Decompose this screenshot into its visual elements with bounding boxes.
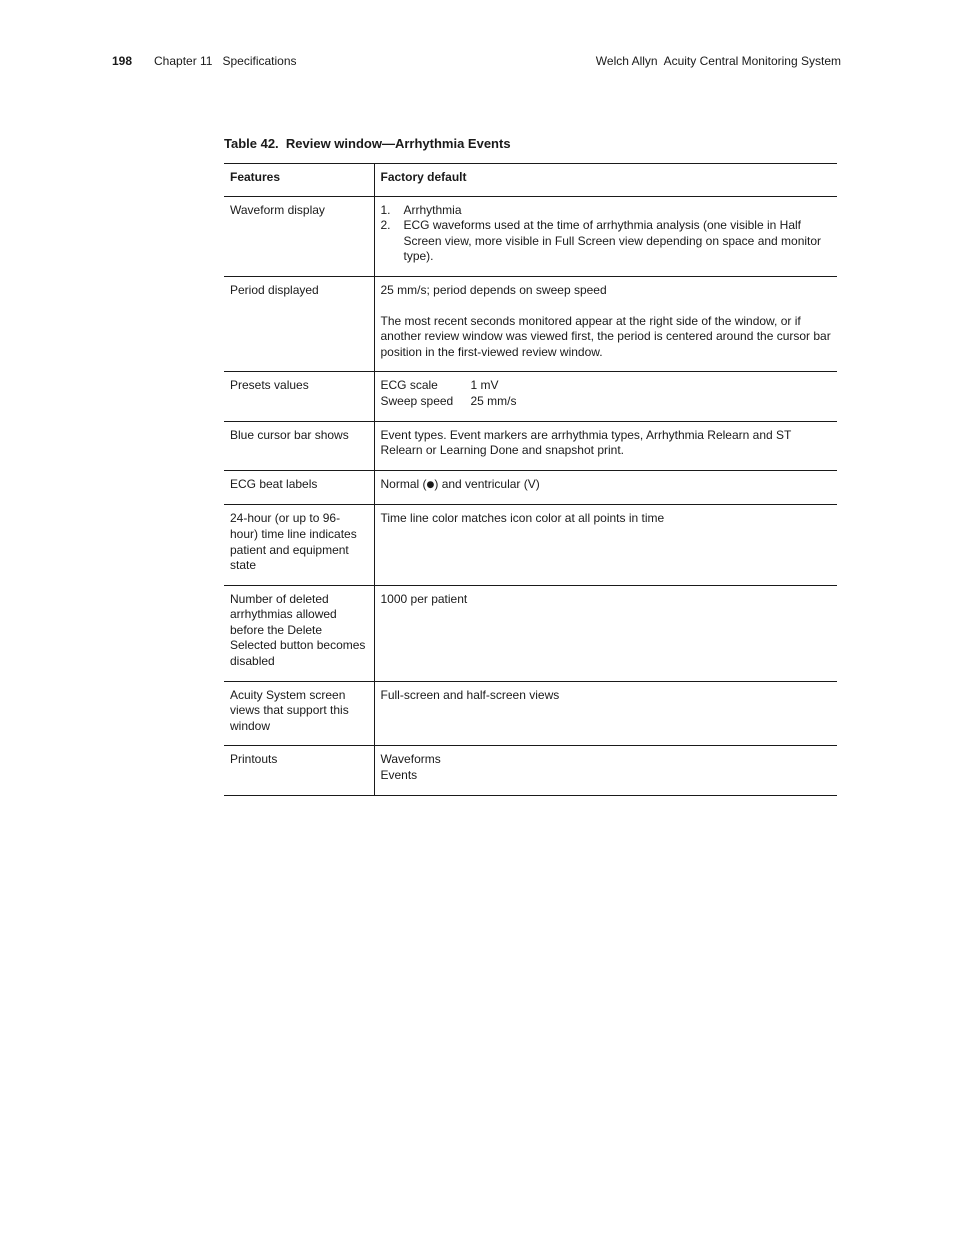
book-title: Welch Allyn Acuity Central Monitoring System — [595, 54, 841, 68]
table-row — [224, 681, 837, 746]
table-row — [224, 585, 837, 681]
table-row — [224, 276, 837, 371]
beat-label-text: ) and ventricular ( — [434, 476, 528, 491]
list-text: Arrhythmia — [403, 202, 462, 217]
feature-cell: Acuity System screen views that support this window — [224, 681, 374, 746]
preset-label: ECG scale — [380, 378, 438, 393]
printout-item: Events — [380, 768, 418, 783]
chapter-title: Chapter 11 Specifications — [154, 54, 297, 68]
default-cell — [374, 746, 837, 795]
table-row — [224, 470, 837, 505]
preset-row — [381, 394, 832, 410]
table-row — [224, 746, 837, 795]
default-cell — [374, 196, 837, 276]
beat-label-text: Normal ( — [380, 476, 427, 491]
default-cell — [374, 470, 837, 505]
feature-cell: Waveform display — [224, 196, 374, 276]
preset-row — [381, 378, 832, 394]
paragraph: The most recent seconds monitored appear at the right side of the window, or if another review window was viewed first, the period is centered around the cursor bar position in the first-viewed review window. — [380, 313, 831, 359]
feature-cell: ECG beat labels — [224, 470, 374, 505]
column-header-factory-default: Factory default — [374, 164, 837, 197]
page-number: 198 — [112, 54, 133, 68]
table-header-row — [224, 164, 837, 197]
printout-item: Waveforms — [380, 752, 441, 767]
feature-cell: 24-hour (or up to 96-hour) time line indicates patient and equipment state — [224, 505, 374, 585]
table-row — [224, 196, 837, 276]
beat-label-text: ) — [535, 476, 540, 491]
list-item — [381, 203, 832, 219]
table-row — [224, 421, 837, 470]
preset-value: 25 mm/s — [470, 393, 517, 408]
default-cell: Full-screen and half-screen views — [374, 681, 837, 746]
table-row — [224, 505, 837, 585]
list-number: 2. — [380, 218, 391, 233]
default-cell — [374, 276, 837, 371]
list-text: ECG waveforms used at the time of arrhythmia analysis (one visible in Half Screen view, more visible in Full Screen view depending on space and monitor type). — [403, 218, 822, 264]
specifications-table — [224, 163, 837, 796]
column-header-features: Features — [224, 164, 374, 197]
feature-cell: Printouts — [224, 746, 374, 795]
preset-value: 1 mV — [470, 378, 499, 393]
default-cell: Event types. Event markers are arrhythmia types, Arrhythmia Relearn and ST Relearn or Learning Done and snapshot print. — [374, 421, 837, 470]
numbered-list — [381, 203, 832, 265]
normal-beat-dot-icon: ● — [426, 479, 435, 490]
default-cell: Time line color matches icon color at all points in time — [374, 505, 837, 585]
list-item — [381, 218, 832, 265]
feature-cell: Blue cursor bar shows — [224, 421, 374, 470]
feature-cell: Presets values — [224, 372, 374, 421]
list-number: 1. — [380, 202, 391, 217]
running-header — [112, 53, 841, 69]
feature-cell: Number of deleted arrhythmias allowed before the Delete Selected button becomes disabled — [224, 585, 374, 681]
preset-label: Sweep speed — [380, 393, 454, 408]
paragraph: 25 mm/s; period depends on sweep speed — [380, 282, 607, 297]
table-caption: Table 42. Review window—Arrhythmia Events — [224, 136, 511, 151]
default-cell: 1000 per patient — [374, 585, 837, 681]
default-cell — [374, 372, 837, 421]
table-row — [224, 372, 837, 421]
feature-cell: Period displayed — [224, 276, 374, 371]
ventricular-beat-symbol: V — [527, 476, 536, 491]
